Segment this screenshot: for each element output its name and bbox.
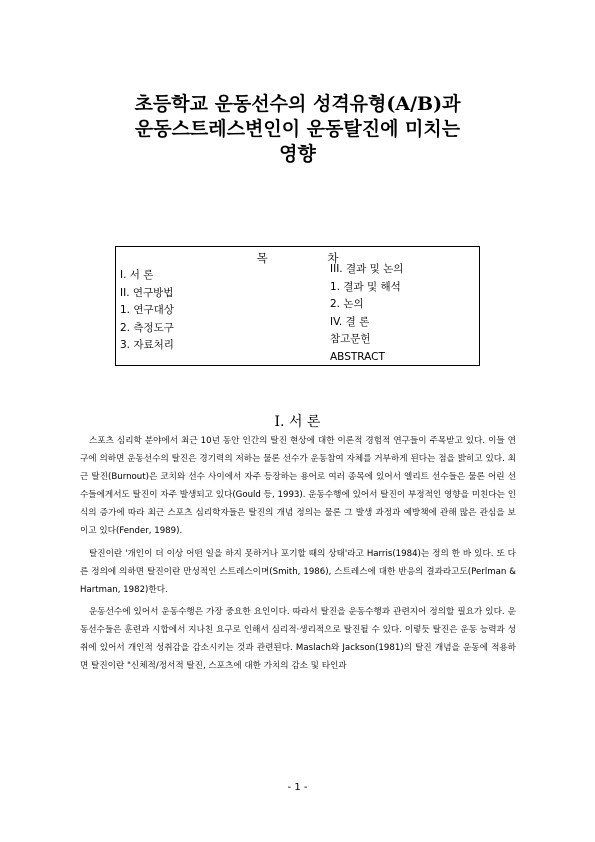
toc-item-references: 참고문헌 [330,333,371,345]
page-number: - 1 - [287,782,308,793]
toc-item-subjects: 1. 연구대상 [120,304,174,316]
toc-right-column [330,261,403,366]
toc-item-methods: II. 연구방법 [120,286,174,299]
table-of-contents [115,246,480,366]
section-heading: I. 서 론 [274,414,321,430]
paragraph: 운동선수에 있어서 운동수행은 가장 중요한 요인이다. 따라서 탈진을 운동수행과 관련지어 정의할 필요가 있다. 운동선수들은 훈련과 시합에서 지나친 요구로 인해서 심리적·생리적으로 탈진될 수 있다. 이렇듯 탈진은 운동 능력과 성취에 있어서 개인적 성취감을 감소시키는 것과 관련된다. Maslach와 Jackson(1981)의 탈진 개념을 운동에 적용하면 탈진이란 "신체적/정서적 탈진, 스포츠에 대한 가치의 감소 및 타인과 [80,606,516,672]
toc-heading: 목 차 [256,251,367,265]
toc-item-introduction: I. 서 론 [120,269,154,281]
title-line-2: 운동스트레스변인이 운동탈진에 미치는 [134,118,461,140]
toc-item-instruments: 2. 측정도구 [120,321,174,334]
toc-item-results-discussion: III. 결과 및 논의 [330,263,404,275]
title-line-3: 영향 [279,143,316,165]
toc-left-column [120,267,174,355]
paragraph: 탈진이란 '개인이 더 이상 어떤 일을 하지 못하거나 포기할 때의 상태'라고 Harris(1984)는 정의 한 바 있다. 또 다른 정의에 의하면 탈진이란 만성적인 스트레스이며(Smith, 1986), 스트레스에 대한 반응의 결과라고도(Perlman & Hartman, 1982)한다. [80,548,516,595]
document-title [40,92,555,167]
toc-item-conclusion: IV. 결 론 [330,315,370,328]
title-line-1: 초등학교 운동선수의 성격유형(A/B)과 [134,93,461,115]
toc-item-data-processing: 3. 자료처리 [120,339,174,351]
toc-item-abstract: ABSTRACT [330,350,385,363]
toc-item-results-interpretation: 1. 결과 및 해석 [330,280,401,293]
toc-item-discussion: 2. 논의 [330,298,364,310]
paragraph: 스포츠 심리학 분야에서 최근 10년 동안 인간의 탈진 현상에 대한 이론적 경험적 연구들이 주목받고 있다. 이들 연구에 의하면 운동선수의 탈진은 경기력의 저하는 물론 선수가 운동참여 자체를 거부하게 된다는 점을 밝히고 있다. 최근 탈진(Burnout)은 코치와 선수 사이에서 자주 등장하는 용어로 여러 종목에 있어서 엘리트 선수들은 물론 어린 선수들에게서도 탈진이 자주 발생되고 있다(Gould 등, 1993). 운동수행에 있어서 탈진이 부정적인 영향을 미친다는 인식의 증가에 따라 최근 스포츠 심리학자들은 탈진의 개념 정의는 물론 그 발생 과정과 예방책에 관해 많은 관심을 보이고 있다(Fender, 1989). [80,436,516,537]
body-text [80,432,516,679]
